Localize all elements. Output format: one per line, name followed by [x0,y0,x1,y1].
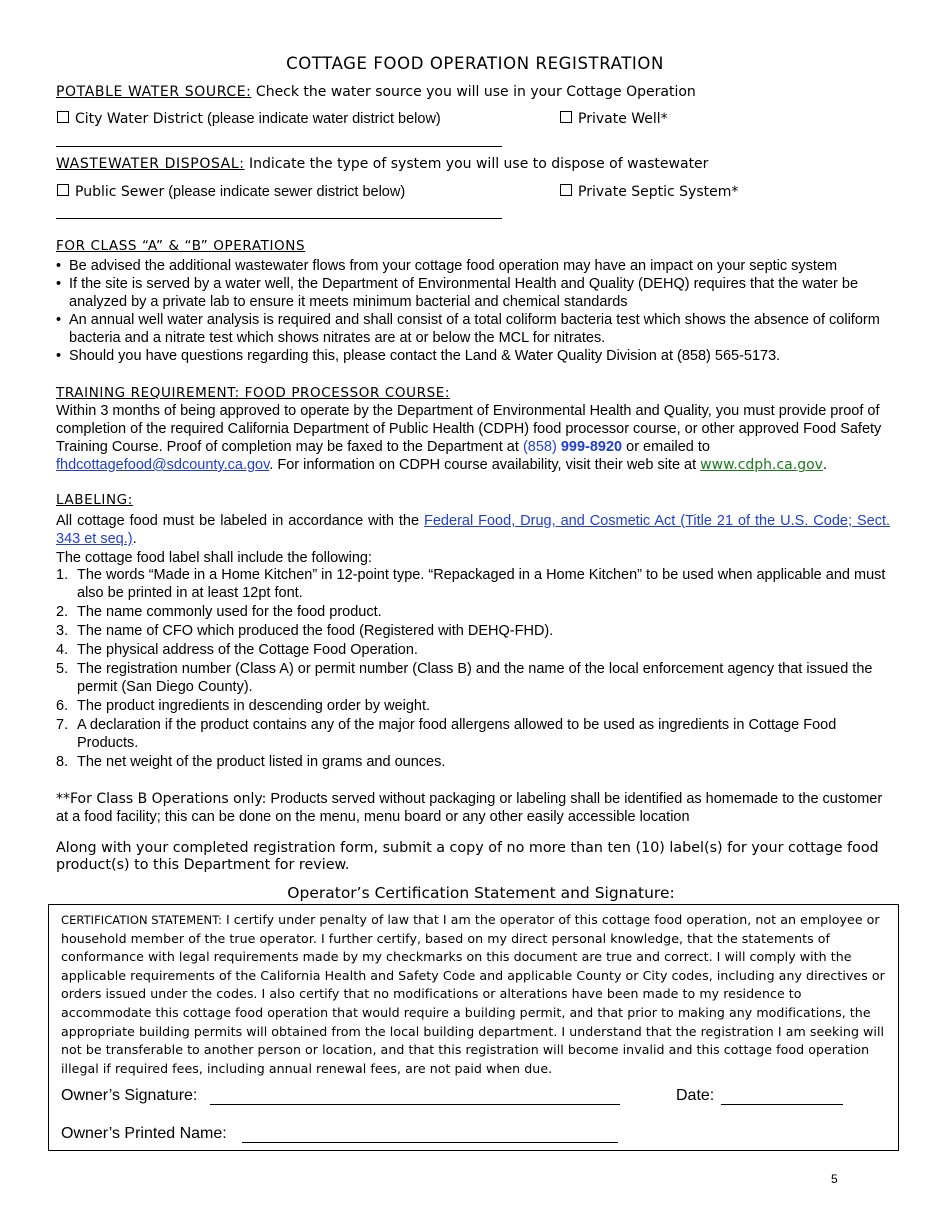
city-water-label: City Water District [75,111,204,127]
date-label: Date: [676,1087,715,1104]
city-water-option[interactable] [57,111,441,128]
label-requirement-item [56,622,896,640]
classb-note [56,790,896,826]
fdca-act-link[interactable]: Federal Food, Drug, and Cosmetic Act (Title 21 of the U.S. Code; Sect. 343 et seq.) [56,513,890,547]
training-heading-wrap [56,384,450,402]
date-line[interactable] [721,1104,843,1105]
labeling-intro [56,512,890,548]
item-text: A declaration if the product contains any of the major food allergens allowed to be used as ingredients in Cottage Food Products. [77,717,837,751]
training-paragraph [56,402,896,474]
public-sewer-option[interactable] [57,184,405,201]
private-well-option[interactable] [560,111,668,127]
page-title: COTTAGE FOOD OPERATION REGISTRATION [286,54,664,73]
water-district-line[interactable] [56,146,502,147]
label-requirement-item [56,753,896,771]
waste-section-line [56,156,708,172]
certification-label: CERTIFICATION STATEMENT: [61,913,222,927]
training-text-4: . [822,457,827,473]
item-number: 6. [56,698,69,714]
classab-bullet: • If the site is served by a water well, the Department of Environmental Health and Quality (DEHQ) requires that the water be analyzed by a private lab to ensure it meets minimum bacterial and chemical standards [56,275,896,311]
item-text: The physical address of the Cottage Food Operation. [77,642,418,658]
classab-bullet: • An annual well water analysis is required and shall consist of a total coliform bacteria test which shows the absence of coliform bacteria and a nitrate test which shows nitrates are at or below the MCL for nitrates. [56,311,896,347]
labeling-heading: LABELING: [56,492,133,508]
owner-printed-name-line[interactable] [242,1142,618,1143]
owner-signature-label: Owner’s Signature: [61,1087,198,1104]
water-instruction: Check the water source you will use in your Cottage Operation [251,84,696,100]
item-number: 4. [56,642,69,658]
public-sewer-label: Public Sewer [75,184,165,200]
certification-text: I certify under penalty of law that I am the operator of this cottage food operation, not an employee or household member of the true operator. I further certify, based on my direct personal knowledge, that the statements of conformance with legal requirements made by my checkmarks on this document are true and correct. I will comply with the applicable requirements of the California Health and Safety Code and applicable County or City codes, including any directives or orders issued under the codes. I also certify that no modifications or alterations have been made to my residence to accommodate this cottage food operation that would require a building permit, and that prior to making any modifications, the appropriate building permits will obtained from the local building department. I understand that the registration I am seeking will not be transferable to another person or location, and that this registration will become invalid and this cottage food operation illegal if required fees, including annual renewal fees, are not paid when due. [61,912,885,1076]
public-sewer-checkbox[interactable] [57,184,69,196]
item-number: 5. [56,661,69,677]
owner-signature-line[interactable] [210,1104,620,1105]
classab-bullet: • Be advised the additional wastewater flows from your cottage food operation may have an impact on your septic system [56,257,896,275]
label-requirement-item [56,641,896,659]
item-number: 2. [56,604,69,620]
waste-heading: WASTEWATER DISPOSAL: [56,156,245,172]
water-section-line [56,84,696,100]
public-sewer-note: (please indicate sewer district below) [164,184,406,200]
item-text: The words “Made in a Home Kitchen” in 12-point type. “Repackaged in a Home Kitchen” to be used when applicable and must also be printed in at least 12pt font. [77,567,886,601]
private-septic-checkbox[interactable] [560,184,572,196]
page-number: 5 [831,1172,838,1186]
private-septic-option[interactable] [560,184,738,200]
item-number: 8. [56,754,69,770]
label-requirement-item [56,716,896,752]
classab-heading-wrap [56,237,305,255]
item-number: 7. [56,717,69,733]
training-heading: TRAINING REQUIREMENT: FOOD PROCESSOR COURSE: [56,385,451,401]
labeling-intro-text: All cottage food must be labeled in accordance with the [56,513,425,529]
label-requirement-item [56,566,896,602]
submit-note: Along with your completed registration form, submit a copy of no more than ten (10) label(s) for your cottage food product(s) to this Department for review. [56,840,879,873]
item-text: The product ingredients in descending order by weight. [77,698,431,714]
certification-box [48,904,899,1151]
classb-note-text: Products served without packaging or labeling shall be identified as homemade to the customer at a food facility; this can be done on the menu, menu board or any other easily accessible location [56,791,883,825]
classab-bullets [56,257,896,365]
item-text: The name commonly used for the food product. [77,604,382,620]
classab-heading: FOR CLASS “A” & “B” OPERATIONS [56,238,306,254]
certification-statement [49,905,898,1078]
private-well-checkbox[interactable] [560,111,572,123]
certification-title: Operator’s Certification Statement and Signature: [287,884,675,902]
item-text: The registration number (Class A) or permit number (Class B) and the name of the local enforcement agency that issued the permit (San Diego County). [77,661,873,695]
labeling-lead: The cottage food label shall include the following: [56,550,372,566]
item-number: 3. [56,623,69,639]
email-link[interactable]: fhdcottagefood@sdcounty.ca.gov [56,457,270,473]
item-number: 1. [56,567,69,583]
label-requirement-item [56,697,896,715]
sewer-district-line[interactable] [56,218,502,219]
fax-area-code: (858) [522,439,561,455]
labeling-list [56,566,896,772]
label-requirement-item [56,660,896,696]
city-water-note: (please indicate water district below) [203,111,441,127]
classab-bullet: • Should you have questions regarding this, please contact the Land & Water Quality Division at (858) 565-5173. [56,347,896,365]
waste-instruction: Indicate the type of system you will use to dispose of wastewater [244,156,709,172]
training-text-1: Within 3 months of being approved to operate by the Department of Environmental Health and Quality, you must provide proof of completion of the required California Department of Public Health (CDPH) food processor course, or other approved Food Safety Training Course. Proof of completion may be faxed to the Department at [56,403,882,455]
training-text-3: . For information on CDPH course availability, visit their web site at [269,457,701,473]
water-heading: POTABLE WATER SOURCE: [56,84,252,100]
cdph-website-link[interactable]: www.cdph.ca.gov [700,457,823,473]
item-text: The name of CFO which produced the food (Registered with DEHQ-FHD). [77,623,554,639]
private-well-label: Private Well* [578,111,668,127]
city-water-checkbox[interactable] [57,111,69,123]
classb-note-lead: **For Class B Operations only: [56,791,267,807]
owner-printed-name-label: Owner’s Printed Name: [61,1125,227,1142]
labeling-heading-wrap [56,491,133,509]
labeling-intro-end: . [132,531,137,547]
training-text-2: or emailed to [622,439,710,455]
item-text: The net weight of the product listed in grams and ounces. [77,754,446,770]
label-requirement-item [56,603,896,621]
private-septic-label: Private Septic System* [578,184,739,200]
fax-number: 999-8920 [560,439,623,455]
